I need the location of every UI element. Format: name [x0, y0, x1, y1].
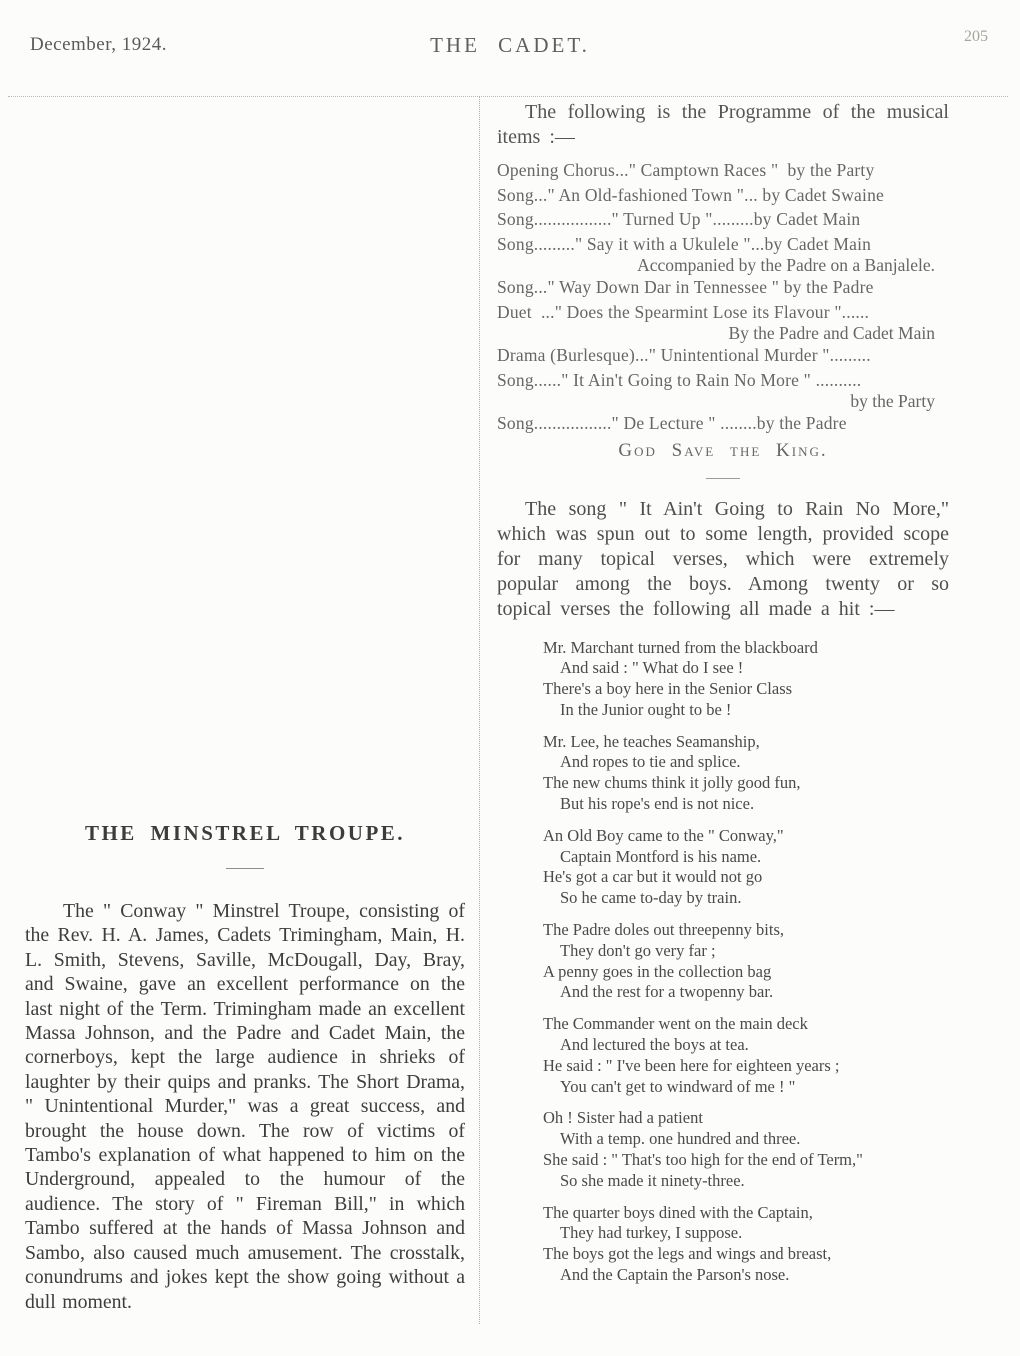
verse	[543, 1108, 949, 1191]
verse-line: With a temp. one hundred and three.	[560, 1129, 801, 1149]
verse-line: Captain Montford is his name.	[560, 846, 762, 866]
column-divider	[479, 96, 480, 1324]
article-paragraph: The " Conway " Minstrel Troupe, consisting of the Rev. H. A. James, Cadets Trimingham, Main, H. L. Smith, Stevens, Saville, McDougall, Day, Bray, and Swaine, gave an excellent performance on the last night of the Term. Trimingham made an excellent Massa Johnson, and the Padre and Cadet Main, the cornerboys, kept the large audience in shrieks of laughter by their quips and pranks. The Short Drama, " Unintentional Murder," was a great success, and brought the house down. The row of victims of Tambo's explanation of what happened to him on the Underground, appealed to the humour of the audience. The story of " Fireman Bill," in which Tambo suffered at the hands of Massa Johnson and Sambo, also caused much amusement. The crosstalk, conundrums and jokes kept the show going without a dull moment.	[25, 900, 465, 1313]
verse-line: And lectured the boys at tea.	[560, 1035, 749, 1055]
section-divider	[706, 478, 740, 479]
header-date: December, 1924.	[30, 34, 168, 55]
verse-line: You can't get to windward of me ! "	[560, 1076, 796, 1096]
verse-line: And said : " What do I see !	[560, 658, 744, 678]
verses-block	[497, 638, 949, 1286]
programme-item-continuation: By the Padre and Cadet Main	[728, 323, 935, 343]
programme-item-continuation: Accompanied by the Padre on a Banjalele.	[637, 255, 935, 275]
verse-line: So he came to-day by train.	[560, 888, 742, 908]
right-column	[497, 100, 949, 1297]
programme-item: Song........." Say it with a Ukulele "...by Cadet Main	[497, 233, 872, 254]
verse-line: They don't go very far ;	[560, 940, 716, 960]
verse-line: A penny goes in the collection bag	[543, 961, 772, 981]
verse-line: There's a boy here in the Senior Class	[543, 679, 793, 699]
programme-item: Song..." Way Down Dar in Tennessee " by the Padre	[497, 277, 874, 297]
verse-line: The Commander went on the main deck	[543, 1014, 808, 1034]
verse	[543, 732, 949, 815]
verse	[543, 1203, 949, 1286]
verse-line: She said : " That's too high for the end of Term,"	[543, 1150, 863, 1170]
programme-item: Drama (Burlesque)..." Unintentional Murder ".........	[497, 345, 871, 365]
verse-line: The Padre doles out threepenny bits,	[543, 920, 785, 940]
programme-item: Opening Chorus..." Camptown Races " by the Party	[497, 160, 875, 180]
verse	[543, 826, 949, 909]
page-title: THE CADET.	[430, 33, 590, 57]
left-column	[25, 820, 465, 1314]
programme-list	[497, 158, 949, 436]
verse-line: He said : " I've been here for eighteen years ;	[543, 1055, 840, 1075]
verse	[543, 1014, 949, 1097]
header-rule	[8, 96, 1008, 97]
verse-line: An Old Boy came to the " Conway,"	[543, 825, 784, 845]
verse-line: Mr. Marchant turned from the blackboard	[543, 637, 818, 657]
verse	[543, 638, 949, 721]
verse-line: And the Captain the Parson's nose.	[560, 1265, 790, 1285]
verse-line: In the Junior ought to be !	[560, 699, 732, 719]
programme-item: Duet ..." Does the Spearmint Lose its Flavour "......	[497, 301, 870, 322]
programme-item: Song................." Turned Up ".........by Cadet Main	[497, 209, 861, 229]
programme-item: Song................." De Lecture " ........by the Padre	[497, 413, 847, 433]
verse	[543, 920, 949, 1003]
verse-line: So she made it ninety-three.	[560, 1170, 745, 1190]
anthem-line: God Save the King.	[618, 439, 828, 461]
verse-line: Mr. Lee, he teaches Seamanship,	[543, 731, 760, 751]
verse-line: And the rest for a twopenny bar.	[560, 982, 774, 1002]
programme-item-continuation: by the Party	[850, 391, 935, 411]
verse-line: He's got a car but it would not go	[543, 867, 763, 887]
programme-item: Song..." An Old-fashioned Town "... by Cadet Swaine	[497, 184, 885, 205]
programme-item: Song......" It Ain't Going to Rain No More " ..........	[497, 369, 862, 390]
verse-line: And ropes to tie and splice.	[560, 752, 741, 772]
verse-line: Oh ! Sister had a patient	[543, 1108, 703, 1128]
programme-intro: The following is the Programme of the musical items :—	[497, 101, 949, 148]
section-divider	[226, 868, 264, 869]
verse-line: But his rope's end is not nice.	[560, 794, 755, 814]
verse-line: The boys got the legs and wings and breast,	[543, 1244, 832, 1264]
topical-verses-intro: The song " It Ain't Going to Rain No More," which was spun out to some length, provided scope for many topical verses, which were extremely popular among the boys. Among twenty or so topical verses the following all made a hit :—	[497, 497, 949, 620]
verse-line: They had turkey, I suppose.	[560, 1223, 743, 1243]
verse-line: The quarter boys dined with the Captain,	[543, 1202, 813, 1222]
verse-line: The new chums think it jolly good fun,	[543, 773, 801, 793]
page-number: 205	[964, 28, 988, 45]
article-heading: THE MINSTREL TROUPE.	[84, 821, 406, 845]
